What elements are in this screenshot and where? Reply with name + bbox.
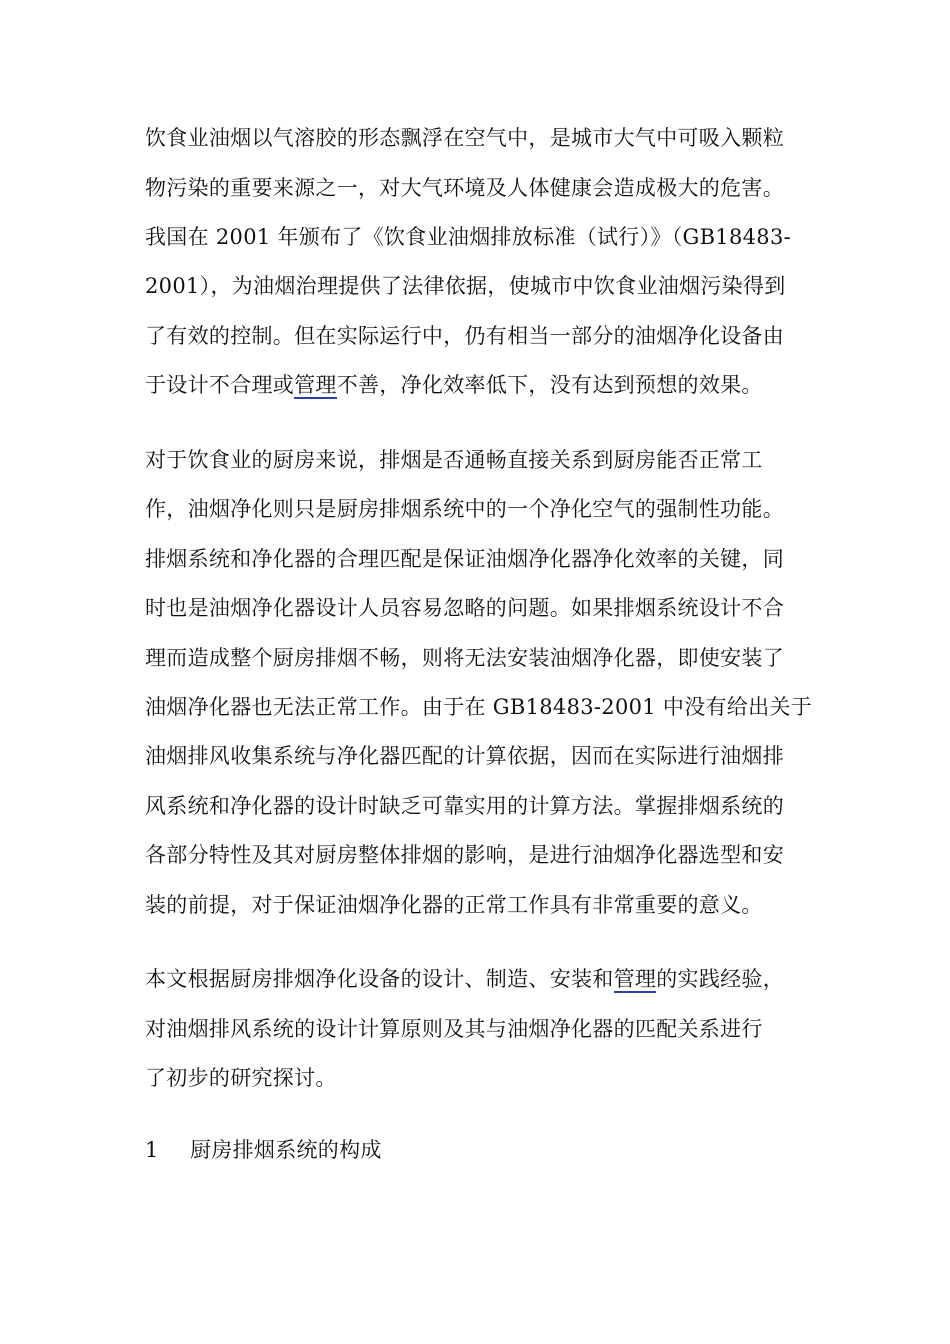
paragraph-2-line-2: 作，油烟净化则只是厨房排烟系统中的一个净化空气的强制性功能。 — [145, 497, 784, 521]
paragraph-2-line-7: 油烟排风收集系统与净化器匹配的计算依据，因而在实际进行油烟排 — [145, 744, 784, 768]
management-link-2[interactable]: 管理 — [613, 967, 657, 991]
section-heading — [145, 1136, 382, 1164]
management-link[interactable]: 管理 — [294, 373, 337, 397]
paragraph-3-line-1-before: 本文根据厨房排烟净化设备的设计、制造、安装和 — [145, 967, 614, 991]
paragraph-1-line-2: 物污染的重要来源之一，对大气环境及人体健康会造成极大的危害。 — [145, 176, 784, 200]
paragraph-1-line-6 — [145, 371, 763, 399]
paragraph-1-line-6-before: 于设计不合理或 — [145, 373, 295, 397]
paragraph-1-line-1: 饮食业油烟以气溶胶的形态飘浮在空气中，是城市大气中可吸入颗粒 — [145, 126, 784, 150]
paragraph-2-line-9: 各部分特性及其对厨房整体排烟的影响，是进行油烟净化器选型和安 — [145, 843, 784, 867]
paragraph-2-line-10: 装的前提，对于保证油烟净化器的正常工作具有非常重要的意义。 — [145, 893, 763, 917]
paragraph-1-line-6-after: 不善，净化效率低下，没有达到预想的效果。 — [336, 373, 763, 397]
paragraph-1-line-5: 了有效的控制。但在实际运行中，仍有相当一部分的油烟净化设备由 — [145, 324, 784, 348]
paragraph-2-line-6: 油烟净化器也无法正常工作。由于在 GB18483-2001 中没有给出关于 — [145, 695, 812, 719]
paragraph-3-line-1 — [145, 965, 784, 993]
paragraph-2-line-4: 时也是油烟净化器设计人员容易忽略的问题。如果排烟系统设计不合 — [145, 596, 784, 620]
paragraph-3-line-2: 对油烟排风系统的设计计算原则及其与油烟净化器的匹配关系进行 — [145, 1017, 763, 1041]
paragraph-3-line-3: 了初步的研究探讨。 — [145, 1066, 337, 1090]
paragraph-3-line-1-after: 的实践经验， — [656, 967, 785, 991]
paragraph-2-line-8: 风系统和净化器的设计时缺乏可靠实用的计算方法。掌握排烟系统的 — [145, 794, 784, 818]
paragraph-2-line-1: 对于饮食业的厨房来说，排烟是否通畅直接关系到厨房能否正常工 — [145, 448, 763, 472]
paragraph-1-line-4: 2001），为油烟治理提供了法律依据，使城市中饮食业油烟污染得到 — [145, 274, 786, 298]
section-number: 1 — [145, 1138, 159, 1162]
paragraph-2-line-3: 排烟系统和净化器的合理匹配是保证油烟净化器净化效率的关键，同 — [145, 547, 784, 571]
paragraph-1-line-3: 我国在 2001 年颁布了《饮食业油烟排放标准（试行）》（GB18483- — [145, 225, 791, 249]
section-title: 厨房排烟系统的构成 — [190, 1138, 382, 1162]
paragraph-2-line-5: 理而造成整个厨房排烟不畅，则将无法安装油烟净化器，即使安装了 — [145, 646, 784, 670]
